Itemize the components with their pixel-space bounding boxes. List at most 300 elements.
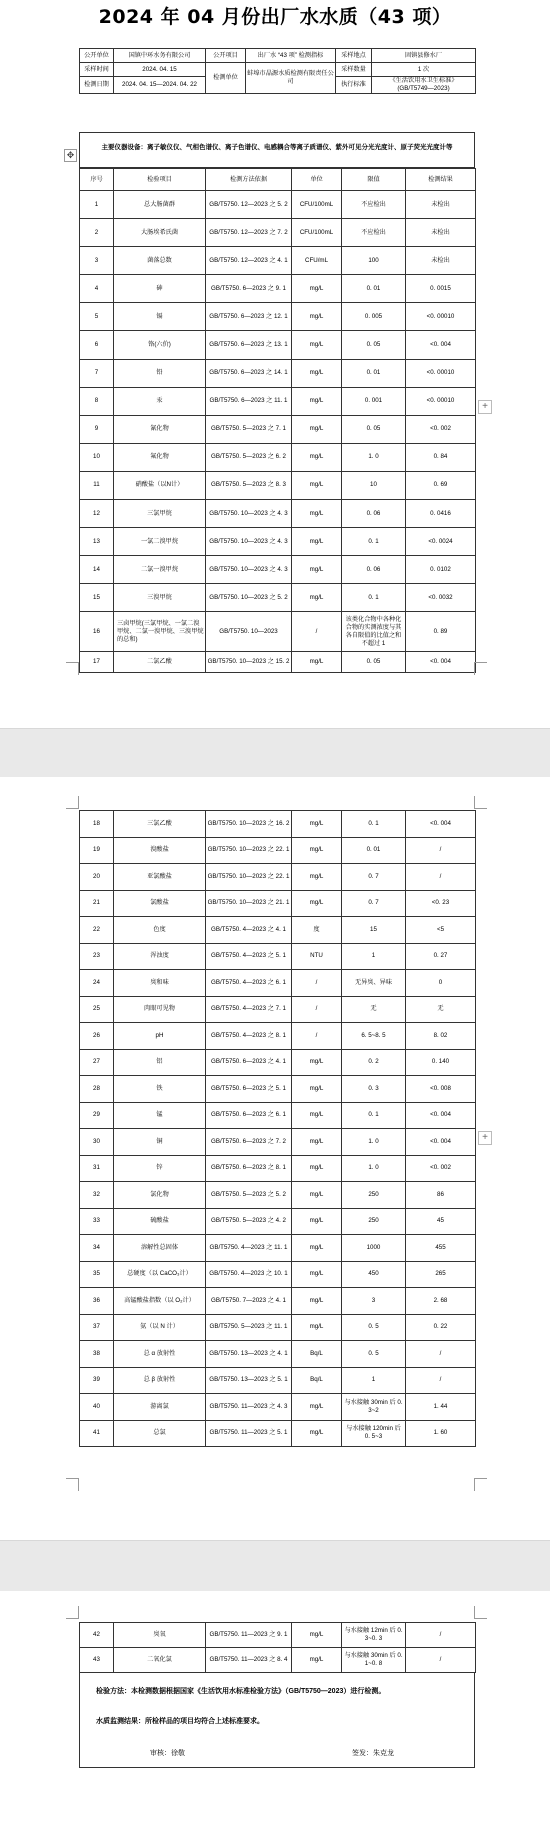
test-method: GB/T5750. 6—2023 之 11. 1	[206, 387, 292, 415]
table-row	[80, 331, 476, 359]
row-index: 20	[80, 864, 114, 891]
test-item: 肉眼可见物	[114, 996, 206, 1023]
limit: 450	[342, 1261, 406, 1288]
limit: 0. 2	[342, 1049, 406, 1076]
test-item: 色度	[114, 917, 206, 944]
limit: 0. 01	[342, 837, 406, 864]
row-index: 39	[80, 1367, 114, 1394]
test-method: GB/T5750. 4—2023 之 4. 1	[206, 917, 292, 944]
table-row	[80, 996, 476, 1023]
test-item: 总氯	[114, 1420, 206, 1447]
unit: mg/L	[292, 1102, 342, 1129]
row-index: 4	[80, 275, 114, 303]
test-item: 氯酸盐	[114, 890, 206, 917]
row-index: 8	[80, 387, 114, 415]
table-row	[80, 652, 476, 673]
table-row	[80, 811, 476, 838]
test-item: 氟化物	[114, 443, 206, 471]
limit: 0. 1	[342, 528, 406, 556]
header-limit: 限值	[342, 169, 406, 191]
unit: mg/L	[292, 864, 342, 891]
test-method: GB/T5750. 11—2023 之 5. 1	[206, 1420, 292, 1447]
row-index: 6	[80, 331, 114, 359]
test-method: GB/T5750. 5—2023 之 5. 2	[206, 1182, 292, 1209]
result: <0. 002	[406, 1155, 476, 1182]
unit: mg/L	[292, 443, 342, 471]
unit: mg/L	[292, 1420, 342, 1447]
test-method: GB/T5750. 10—2023 之 4. 3	[206, 556, 292, 584]
result: 0. 0102	[406, 556, 476, 584]
limit: 1	[342, 943, 406, 970]
result: 0. 89	[406, 612, 476, 652]
row-index: 24	[80, 970, 114, 997]
limit: 不应检出	[342, 191, 406, 219]
row-index: 5	[80, 303, 114, 331]
unit: mg/L	[292, 837, 342, 864]
unit: Bq/L	[292, 1341, 342, 1368]
unit: mg/L	[292, 528, 342, 556]
table-row	[80, 1648, 476, 1673]
unit: /	[292, 1023, 342, 1050]
limit: 0. 005	[342, 303, 406, 331]
unit: mg/L	[292, 1261, 342, 1288]
row-index: 1	[80, 191, 114, 219]
limit: 1. 0	[342, 443, 406, 471]
result: /	[406, 864, 476, 891]
result: <0. 004	[406, 652, 476, 673]
limit: 1. 0	[342, 1155, 406, 1182]
table-row	[80, 1076, 476, 1103]
unit: mg/L	[292, 1623, 342, 1648]
unit: mg/L	[292, 1235, 342, 1262]
unit: CFU/100mL	[292, 191, 342, 219]
unit: mg/L	[292, 275, 342, 303]
page-gap	[0, 728, 550, 778]
test-method: GB/T5750. 7—2023 之 4. 1	[206, 1288, 292, 1315]
test-method: GB/T5750. 12—2023 之 7. 2	[206, 219, 292, 247]
test-item: 二氯一溴甲烷	[114, 556, 206, 584]
result-note: 水质监测结果：所检样品的项目均符合上述标准要求。	[96, 1718, 264, 1725]
test-item: 铜	[114, 1129, 206, 1156]
time-label: 采样时间	[80, 63, 114, 77]
test-item: 硝酸盐（以N计）	[114, 471, 206, 499]
table-row	[80, 191, 476, 219]
instruments-note: 主要仪器设备：离子敏仪仪、气相色谱仪、离子色谱仪、电感耦合等离子质谱仪、紫外可见分光光度计、原子荧光光度计等	[101, 144, 453, 151]
test-item: 浑浊度	[114, 943, 206, 970]
test-method: GB/T5750. 5—2023 之 7. 1	[206, 415, 292, 443]
table-header-row	[80, 169, 476, 191]
reviewer: 审核：徐敬	[150, 1750, 185, 1757]
result: <0. 00010	[406, 387, 476, 415]
limit: 与水接触 30min 后 0. 1~0. 8	[342, 1648, 406, 1673]
table-row	[80, 1394, 476, 1421]
page-gap	[0, 1540, 550, 1592]
test-method: GB/T5750. 6—2023 之 8. 1	[206, 1155, 292, 1182]
test-item: 溶解性总固体	[114, 1235, 206, 1262]
test-item: 高锰酸盐指数（以 O₂计）	[114, 1288, 206, 1315]
test-item: 氨（以 N 计）	[114, 1314, 206, 1341]
test-item: 总硬度（以 CaCO₃计）	[114, 1261, 206, 1288]
unit: mg/L	[292, 1208, 342, 1235]
unit: mg/L	[292, 556, 342, 584]
test-method: GB/T5750. 6—2023 之 12. 1	[206, 303, 292, 331]
test-method: GB/T5750. 12—2023 之 4. 1	[206, 247, 292, 275]
item-value: 出厂水 “43 项” 检测指标	[246, 49, 336, 63]
limit: 3	[342, 1288, 406, 1315]
unit: mg/L	[292, 1648, 342, 1673]
crop-mark	[474, 1478, 487, 1491]
result: /	[406, 1648, 476, 1673]
result: 无	[406, 996, 476, 1023]
add-row-button[interactable]: +	[478, 1131, 492, 1145]
table-row	[80, 1102, 476, 1129]
results-table-part-3	[79, 1622, 476, 1673]
result: 未检出	[406, 247, 476, 275]
result: 8. 02	[406, 1023, 476, 1050]
unit: mg/L	[292, 1155, 342, 1182]
result: 0	[406, 970, 476, 997]
table-row	[80, 1261, 476, 1288]
unit: mg/L	[292, 811, 342, 838]
unit: mg/L	[292, 652, 342, 673]
item-label: 公开项目	[206, 49, 246, 63]
test-item: 臭氧	[114, 1623, 206, 1648]
row-index: 3	[80, 247, 114, 275]
test-method: GB/T5750. 6—2023 之 6. 1	[206, 1102, 292, 1129]
test-item: 锰	[114, 1102, 206, 1129]
row-index: 10	[80, 443, 114, 471]
table-row	[80, 864, 476, 891]
limit: 0. 05	[342, 415, 406, 443]
row-index: 37	[80, 1314, 114, 1341]
limit: 不应检出	[342, 219, 406, 247]
result: /	[406, 1367, 476, 1394]
table-row	[80, 275, 476, 303]
unit: CFU/mL	[292, 247, 342, 275]
limit: 与水接触 30min 后 0. 3~2	[342, 1394, 406, 1421]
count-value: 1 次	[372, 63, 476, 77]
date-value: 2024. 04. 15—2024. 04. 22	[114, 77, 206, 94]
test-method: GB/T5750. 10—2023 之 22. 1	[206, 837, 292, 864]
limit: 该类化合物中各种化合物的实测浓度与其各自限值的比值之和不超过 1	[342, 612, 406, 652]
info-table	[79, 48, 476, 94]
result: 0. 0416	[406, 500, 476, 528]
limit: 0. 05	[342, 652, 406, 673]
test-method: GB/T5750. 13—2023 之 4. 1	[206, 1341, 292, 1368]
table-row	[80, 1288, 476, 1315]
table-row	[80, 1235, 476, 1262]
results-table-part-2	[79, 810, 476, 1447]
limit: 0. 7	[342, 890, 406, 917]
unit: Bq/L	[292, 1367, 342, 1394]
test-method: GB/T5750. 4—2023 之 7. 1	[206, 996, 292, 1023]
limit: 0. 06	[342, 556, 406, 584]
test-method: GB/T5750. 6—2023 之 13. 1	[206, 331, 292, 359]
header-row-index: 序号	[80, 169, 114, 191]
table-row	[80, 528, 476, 556]
row-index: 7	[80, 359, 114, 387]
unit: mg/L	[292, 1314, 342, 1341]
test-method: GB/T5750. 5—2023 之 8. 3	[206, 471, 292, 499]
test-method: GB/T5750. 10—2023 之 16. 2	[206, 811, 292, 838]
agency-value: 蚌埠市晶源水质检测有限责任公司	[246, 63, 336, 94]
test-method: GB/T5750. 4—2023 之 5. 1	[206, 943, 292, 970]
table-row	[80, 303, 476, 331]
publisher-value: 国镇中环水务有限公司	[114, 49, 206, 63]
limit: 0. 01	[342, 359, 406, 387]
site-label: 采样地点	[336, 49, 372, 63]
test-item: 三卤甲烷(三氯甲烷、一氯二溴甲烷、二氯一溴甲烷、三溴甲烷的总和)	[114, 612, 206, 652]
row-index: 42	[80, 1623, 114, 1648]
unit: mg/L	[292, 1394, 342, 1421]
row-index: 29	[80, 1102, 114, 1129]
header-result: 检测结果	[406, 169, 476, 191]
row-index: 34	[80, 1235, 114, 1262]
table-row	[80, 943, 476, 970]
limit: 无	[342, 996, 406, 1023]
standard-name: 《生活饮用水卫生标准》	[389, 77, 458, 84]
table-row	[80, 471, 476, 499]
limit: 与水接触 12min 后 0. 3~0. 3	[342, 1623, 406, 1648]
unit: mg/L	[292, 331, 342, 359]
test-method: GB/T5750. 10—2023 之 4. 3	[206, 500, 292, 528]
row-index: 33	[80, 1208, 114, 1235]
limit: 6. 5~8. 5	[342, 1023, 406, 1050]
unit: CFU/100mL	[292, 219, 342, 247]
test-method: GB/T5750. 5—2023 之 11. 1	[206, 1314, 292, 1341]
test-item: 总大肠菌群	[114, 191, 206, 219]
crop-mark	[474, 662, 487, 675]
table-row	[80, 1341, 476, 1368]
test-item: 三氯甲烷	[114, 500, 206, 528]
add-row-button[interactable]: +	[478, 400, 492, 414]
table-row	[80, 1623, 476, 1648]
crop-mark	[66, 796, 79, 809]
row-index: 22	[80, 917, 114, 944]
unit: mg/L	[292, 359, 342, 387]
limit: 0. 1	[342, 811, 406, 838]
result: <0. 008	[406, 1076, 476, 1103]
result: 0. 0015	[406, 275, 476, 303]
test-item: 汞	[114, 387, 206, 415]
unit: /	[292, 970, 342, 997]
test-method: GB/T5750. 6—2023 之 4. 1	[206, 1049, 292, 1076]
test-item: 二氯乙酸	[114, 652, 206, 673]
row-index: 16	[80, 612, 114, 652]
test-method: GB/T5750. 10—2023 之 15. 2	[206, 652, 292, 673]
header-test-method: 检测方法依据	[206, 169, 292, 191]
row-index: 36	[80, 1288, 114, 1315]
test-item: 一氯二溴甲烷	[114, 528, 206, 556]
crop-mark	[66, 662, 79, 675]
result: <0. 004	[406, 811, 476, 838]
unit: mg/L	[292, 303, 342, 331]
unit: 度	[292, 917, 342, 944]
test-item: 铬(六价)	[114, 331, 206, 359]
test-item: pH	[114, 1023, 206, 1050]
test-method: GB/T5750. 6—2023 之 9. 1	[206, 275, 292, 303]
result: /	[406, 1341, 476, 1368]
site-value: 固镇县修水厂	[372, 49, 476, 63]
test-item: 铝	[114, 1049, 206, 1076]
result: <0. 0024	[406, 528, 476, 556]
limit: 1000	[342, 1235, 406, 1262]
limit: 250	[342, 1182, 406, 1209]
test-method: GB/T5750. 6—2023 之 7. 2	[206, 1129, 292, 1156]
limit: 0. 1	[342, 584, 406, 612]
row-index: 2	[80, 219, 114, 247]
test-item: 锌	[114, 1155, 206, 1182]
crop-mark	[474, 1606, 487, 1619]
header-test-item: 检验项目	[114, 169, 206, 191]
unit: mg/L	[292, 890, 342, 917]
result: <0. 004	[406, 1129, 476, 1156]
row-index: 19	[80, 837, 114, 864]
signer: 签发：朱克龙	[352, 1750, 394, 1757]
result: 1. 60	[406, 1420, 476, 1447]
time-value: 2024. 04. 15	[114, 63, 206, 77]
test-item: 氯化物	[114, 1182, 206, 1209]
test-item: 三溴甲烷	[114, 584, 206, 612]
row-index: 27	[80, 1049, 114, 1076]
test-method: GB/T5750. 10—2023 之 22. 1	[206, 864, 292, 891]
result: 0. 27	[406, 943, 476, 970]
table-row	[80, 890, 476, 917]
result: 2. 68	[406, 1288, 476, 1315]
unit: /	[292, 612, 342, 652]
limit: 0. 5	[342, 1341, 406, 1368]
table-row	[80, 970, 476, 997]
row-index: 12	[80, 500, 114, 528]
row-index: 11	[80, 471, 114, 499]
limit: 与水接触 120min 后 0. 5~3	[342, 1420, 406, 1447]
result: 0. 140	[406, 1049, 476, 1076]
unit: mg/L	[292, 471, 342, 499]
test-item: 亚氯酸盐	[114, 864, 206, 891]
row-index: 32	[80, 1182, 114, 1209]
agency-label: 检测单位	[206, 63, 246, 94]
table-row	[80, 443, 476, 471]
table-row	[80, 1182, 476, 1209]
row-index: 30	[80, 1129, 114, 1156]
unit: mg/L	[292, 1182, 342, 1209]
limit: 15	[342, 917, 406, 944]
crop-mark	[66, 1478, 79, 1491]
row-index: 25	[80, 996, 114, 1023]
table-row	[80, 584, 476, 612]
table-move-handle[interactable]: ✥	[64, 149, 77, 162]
test-item: 溴酸盐	[114, 837, 206, 864]
test-item: 硫酸盐	[114, 1208, 206, 1235]
result: <0. 23	[406, 890, 476, 917]
unit: mg/L	[292, 1288, 342, 1315]
limit: 0. 3	[342, 1076, 406, 1103]
standard-code: (GB/T5749—2023)	[397, 85, 450, 92]
table-row	[80, 1023, 476, 1050]
test-item: 三氯乙酸	[114, 811, 206, 838]
unit: mg/L	[292, 415, 342, 443]
test-method: GB/T5750. 11—2023 之 8. 4	[206, 1648, 292, 1673]
test-item: 菌落总数	[114, 247, 206, 275]
test-method: GB/T5750. 5—2023 之 4. 2	[206, 1208, 292, 1235]
result: 455	[406, 1235, 476, 1262]
table-row	[80, 612, 476, 652]
limit: 100	[342, 247, 406, 275]
limit: 0. 06	[342, 500, 406, 528]
result: <5	[406, 917, 476, 944]
test-method: GB/T5750. 10—2023 之 21. 1	[206, 890, 292, 917]
table-row	[80, 1420, 476, 1447]
publisher-label: 公开单位	[80, 49, 114, 63]
unit: mg/L	[292, 387, 342, 415]
result: 0. 69	[406, 471, 476, 499]
test-item: 铁	[114, 1076, 206, 1103]
test-method: GB/T5750. 4—2023 之 6. 1	[206, 970, 292, 997]
limit: 0. 1	[342, 1102, 406, 1129]
row-index: 35	[80, 1261, 114, 1288]
table-row	[80, 1129, 476, 1156]
table-row	[80, 917, 476, 944]
limit: 0. 05	[342, 331, 406, 359]
result: <0. 00010	[406, 359, 476, 387]
table-row	[80, 500, 476, 528]
result: 未检出	[406, 219, 476, 247]
result: 45	[406, 1208, 476, 1235]
result: <0. 002	[406, 415, 476, 443]
test-method: GB/T5750. 5—2023 之 6. 2	[206, 443, 292, 471]
test-method: GB/T5750. 10—2023	[206, 612, 292, 652]
row-index: 31	[80, 1155, 114, 1182]
result: /	[406, 1623, 476, 1648]
method-note: 检验方法：本检测数据根据国家《生活饮用水标准检验方法》（GB/T5750—2023）进行检测。	[96, 1688, 386, 1695]
row-index: 17	[80, 652, 114, 673]
limit: 0. 01	[342, 275, 406, 303]
unit: mg/L	[292, 1049, 342, 1076]
crop-mark	[66, 1606, 79, 1619]
result: <0. 004	[406, 331, 476, 359]
unit: mg/L	[292, 584, 342, 612]
table-row	[80, 1155, 476, 1182]
unit: NTU	[292, 943, 342, 970]
limit: 0. 5	[342, 1314, 406, 1341]
row-index: 40	[80, 1394, 114, 1421]
test-item: 游离氯	[114, 1394, 206, 1421]
test-item: 臭和味	[114, 970, 206, 997]
date-label: 检测日期	[80, 77, 114, 94]
unit: /	[292, 996, 342, 1023]
result: 265	[406, 1261, 476, 1288]
result: 未检出	[406, 191, 476, 219]
test-method: GB/T5750. 13—2023 之 5. 1	[206, 1367, 292, 1394]
unit: mg/L	[292, 1076, 342, 1103]
result: 0. 84	[406, 443, 476, 471]
test-method: GB/T5750. 10—2023 之 4. 3	[206, 528, 292, 556]
unit: mg/L	[292, 1129, 342, 1156]
document-title: 2024 年 04 月份出厂水水质（43 项）	[98, 6, 452, 28]
result: 1. 44	[406, 1394, 476, 1421]
crop-mark	[474, 796, 487, 809]
limit: 0. 001	[342, 387, 406, 415]
limit: 1. 0	[342, 1129, 406, 1156]
row-index: 26	[80, 1023, 114, 1050]
test-method: GB/T5750. 11—2023 之 9. 1	[206, 1623, 292, 1648]
row-index: 18	[80, 811, 114, 838]
row-index: 23	[80, 943, 114, 970]
row-index: 14	[80, 556, 114, 584]
test-method: GB/T5750. 4—2023 之 10. 1	[206, 1261, 292, 1288]
test-method: GB/T5750. 4—2023 之 8. 1	[206, 1023, 292, 1050]
test-item: 二氧化氯	[114, 1648, 206, 1673]
